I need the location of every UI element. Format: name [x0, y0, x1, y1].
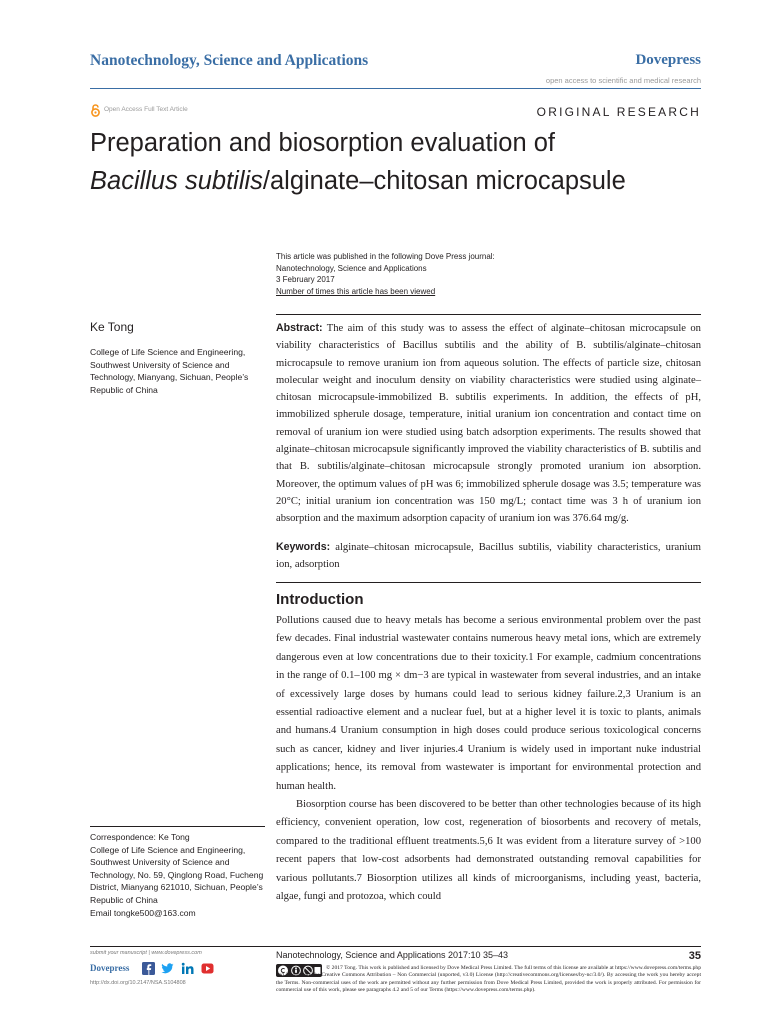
keywords	[276, 539, 701, 574]
facebook-icon[interactable]	[142, 962, 155, 975]
correspondence-address: College of Life Science and Engineering, Southwest University of Science and Technology, No. 59, Qinglong Road, Fucheng District, Mianyang 621010, Sichuan, People’s Republic of China	[90, 844, 264, 905]
title-line-1: Preparation and biosorption evaluation of	[90, 129, 555, 157]
license-text: © 2017 Tong. This work is published and licensed by Dove Medical Press Limited. The full terms of this license are available at https://www.dovepress.com/terms.php and incorporate the Creative Commons Attribution – Non Commercial (unported, v3.0) License (http://creativecommons.org/licenses/by-nc/3.0/). By accessing the work you hereby accept the Terms. Non-commercial uses of the work are permitted without any further permission from Dove Medical Press Limited, provided the work is properly attributed. For permission for commercial use of this work, please see paragraphs 4.2 and 5 of our Terms (https://www.dovepress.com/terms.php).	[276, 965, 701, 994]
title-species: Bacillus subtilis	[90, 167, 263, 195]
abstract	[276, 320, 701, 528]
pubinfo-line: This article was published in the following Dove Press journal:	[276, 252, 495, 261]
section-label: ORIGINAL RESEARCH	[536, 105, 701, 119]
abstract-rule	[276, 314, 701, 315]
pubinfo-date: 3 February 2017	[276, 275, 335, 284]
keywords-label: Keywords:	[276, 541, 331, 553]
pubinfo-journal: Nanotechnology, Science and Applications	[276, 263, 427, 273]
twitter-icon[interactable]	[161, 962, 174, 975]
correspondence-email[interactable]: Email tongke500@163.com	[90, 907, 196, 918]
open-access-icon	[90, 104, 101, 117]
footer-journal-ref: Nanotechnology, Science and Applications 2017:10 35–43	[276, 950, 509, 960]
publication-info	[276, 251, 495, 297]
footer-rule	[90, 946, 701, 947]
intro-paragraph-2: Biosorption course has been discovered to be better than other technologies because of its high efficiency, convenient operation, low cost, regeneration of biosorbents and recovery of metals, compared to the traditional effluent treatments.5,6 It was evident from a literature survey of >100 recent papers that low-cost adsorbents had demonstrated outstanding removal capabilities for various pollutants.7 Biosorption utilizes all kinds of microorganisms, including yeast, bacteria, algae, fungi and protozoa, which could	[276, 799, 701, 903]
header-rule	[90, 88, 701, 89]
journal-name: Nanotechnology, Science and Applications	[90, 52, 369, 69]
brand-logo[interactable]: Dovepress	[635, 52, 701, 68]
correspondence	[90, 831, 265, 919]
keywords-rule	[276, 582, 701, 583]
linkedin-icon[interactable]	[181, 962, 194, 975]
introduction-body	[276, 612, 701, 907]
title-line-2	[90, 162, 710, 200]
abstract-label: Abstract:	[276, 322, 323, 334]
page-number: 35	[688, 950, 701, 962]
open-access-label: Open Access Full Text Article	[104, 106, 188, 113]
intro-paragraph-1: Pollutions caused due to heavy metals has become a serious environmental problem over the past few decades. Final industrial wastewater contains numerous heavy metal ions, which are extremely dangerous even at low concentrations due to their toxicity.1 For example, cadmium concentrations in the range of 0.1–100 mg × dm−3 are typical in wastewater from several industries, and an intake of excessively large doses by humans could lead to serious kidney failure.2,3 Uranium is an essential radioactive element and a nuclear fuel, but at a higher level it is toxic to plants, animals and humans.4 Uranium consumption in high doses could produce serious toxicological concerns such as cancer, kidney and liver injuries.4 Uranium is widely used in important nuke industrial applications; hence, its removal from wastewater is important for environmental protection and human health.	[276, 615, 701, 792]
correspondence-label: Correspondence: Ke Tong	[90, 832, 190, 842]
author-name: Ke Tong	[90, 320, 134, 334]
article-title	[90, 124, 710, 200]
introduction-heading: Introduction	[276, 591, 364, 608]
title-rest: /alginate–chitosan microcapsule	[262, 167, 626, 195]
doi-link[interactable]: http://dx.doi.org/10.2147/NSA.S104808	[90, 980, 186, 986]
abstract-text: The aim of this study was to assess the effect of alginate–chitosan microcapsule on viability characteristics of Bacillus subtilis and the ability of B. subtilis/alginate–chitosan microcapsule to remove uranium ion from aqueous solution. The effects of particle size, chitosan molecular weight and inoculum density on viability characteristics were studied using alginate–chitosan microcapsule-immobilized B. subtilis experiments. In addition, the effects of pH, immobilized spherule dosage, temperature, initial uranium ion concentration and contact time on removal of uranium ion were studied using batch adsorption experiments. The results showed that alginate–chitosan microcapsule significantly improved the viability characteristics of B. subtilis and that B. subtilis/alginate–chitosan microcapsule strongly promoted uranium ion absorption. Moreover, the optimum values of pH was 6; immobilized spherule dosage was 3.5; temperature was 20°C; initial uranium ion concentration was 150 mg/L; contact time was 3 h of uranium ion absorption and the maximum adsorption capacity of uranium ion was 376.64 mg/g.	[276, 323, 701, 525]
correspondence-rule	[90, 826, 265, 827]
footer-brand[interactable]: Dovepress	[90, 963, 130, 973]
brand-tagline: open access to scientific and medical research	[545, 76, 701, 85]
author-affiliation: College of Life Science and Engineering, Southwest University of Science and Technology, Mianyang, Sichuan, People’s Republic of China	[90, 347, 249, 395]
submit-manuscript-link[interactable]: submit your manuscript | www.dovepress.com	[90, 950, 202, 956]
views-link[interactable]: Number of times this article has been viewed	[276, 286, 436, 296]
youtube-icon[interactable]	[201, 962, 214, 975]
keywords-text: alginate–chitosan microcapsule, Bacillus subtilis, viability characteristics, uranium ion, adsorption	[276, 542, 701, 571]
